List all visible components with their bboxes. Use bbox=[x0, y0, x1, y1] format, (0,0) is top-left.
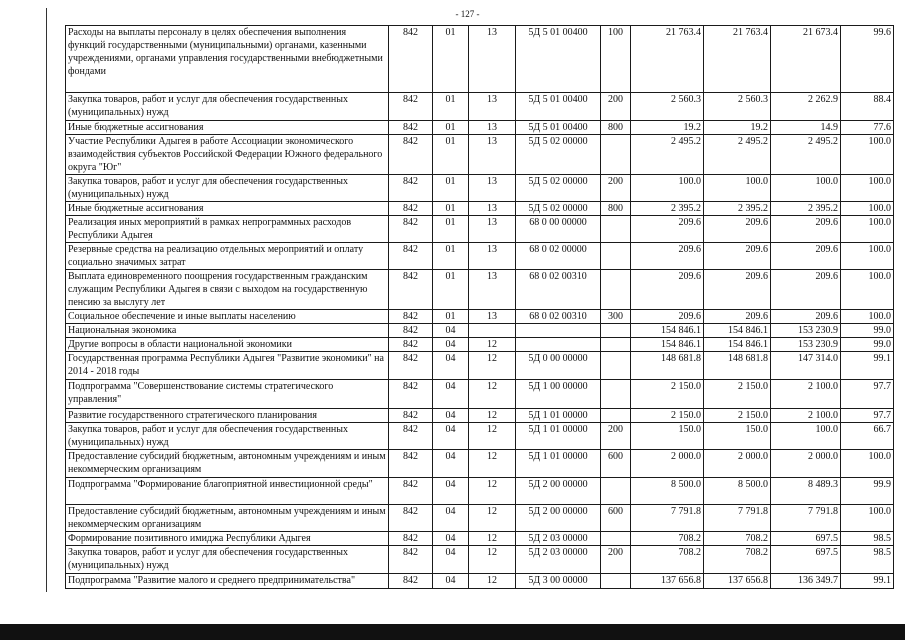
table-row bbox=[66, 216, 894, 243]
cell-sum-1: 154 846.1 bbox=[631, 338, 704, 352]
cell-target-article: 5Д 2 03 00000 bbox=[516, 546, 601, 574]
cell-admin-code: 842 bbox=[389, 574, 433, 589]
cell-sum-1: 154 846.1 bbox=[631, 324, 704, 338]
cell-admin-code: 842 bbox=[389, 243, 433, 270]
cell-section: 01 bbox=[433, 270, 469, 310]
cell-subsection: 12 bbox=[469, 423, 516, 450]
cell-sum-1: 2 150.0 bbox=[631, 409, 704, 423]
cell-target-article: 5Д 1 01 00000 bbox=[516, 423, 601, 450]
cell-percent: 97.7 bbox=[841, 409, 894, 423]
cell-name: Участие Республики Адыгея в работе Ассоциации экономического взаимодействия субъектов Российской Федерации Южного федерального округа "Юг" bbox=[66, 135, 389, 175]
cell-expense-type: 600 bbox=[601, 450, 631, 478]
cell-section: 04 bbox=[433, 338, 469, 352]
cell-percent: 100.0 bbox=[841, 216, 894, 243]
cell-subsection: 13 bbox=[469, 93, 516, 121]
cell-percent: 100.0 bbox=[841, 505, 894, 532]
cell-name: Подпрограмма "Совершенствование системы стратегического управления" bbox=[66, 380, 389, 409]
cell-admin-code: 842 bbox=[389, 532, 433, 546]
table-row bbox=[66, 450, 894, 478]
table-row bbox=[66, 135, 894, 175]
cell-sum-1: 209.6 bbox=[631, 270, 704, 310]
cell-sum-2: 19.2 bbox=[704, 121, 771, 135]
cell-admin-code: 842 bbox=[389, 310, 433, 324]
table-body bbox=[66, 26, 894, 589]
cell-target-article: 5Д 3 00 00000 bbox=[516, 574, 601, 589]
cell-subsection: 13 bbox=[469, 270, 516, 310]
cell-sum-2: 2 395.2 bbox=[704, 202, 771, 216]
cell-percent: 98.5 bbox=[841, 532, 894, 546]
cell-sum-3: 697.5 bbox=[771, 546, 841, 574]
cell-name: Национальная экономика bbox=[66, 324, 389, 338]
cell-sum-1: 209.6 bbox=[631, 216, 704, 243]
cell-percent: 99.0 bbox=[841, 338, 894, 352]
cell-name: Закупка товаров, работ и услуг для обеспечения государственных (муниципальных) нужд bbox=[66, 93, 389, 121]
cell-target-article: 5Д 5 01 00400 bbox=[516, 121, 601, 135]
cell-sum-3: 21 673.4 bbox=[771, 26, 841, 93]
cell-sum-2: 209.6 bbox=[704, 310, 771, 324]
cell-section: 04 bbox=[433, 352, 469, 380]
cell-name: Развитие государственного стратегического планирования bbox=[66, 409, 389, 423]
table-row bbox=[66, 380, 894, 409]
cell-section: 04 bbox=[433, 409, 469, 423]
table-row bbox=[66, 121, 894, 135]
cell-sum-3: 209.6 bbox=[771, 243, 841, 270]
cell-name: Формирование позитивного имиджа Республики Адыгея bbox=[66, 532, 389, 546]
cell-expense-type: 800 bbox=[601, 121, 631, 135]
cell-section: 04 bbox=[433, 546, 469, 574]
cell-subsection: 12 bbox=[469, 532, 516, 546]
cell-admin-code: 842 bbox=[389, 450, 433, 478]
cell-sum-1: 21 763.4 bbox=[631, 26, 704, 93]
cell-sum-2: 7 791.8 bbox=[704, 505, 771, 532]
cell-name: Расходы на выплаты персоналу в целях обеспечения выполнения функций государственными (муниципальными) органами, казенными учреждениями, органами управления государственными внебюджетными фондами bbox=[66, 26, 389, 93]
cell-section: 04 bbox=[433, 324, 469, 338]
cell-name: Социальное обеспечение и иные выплаты населению bbox=[66, 310, 389, 324]
table-row bbox=[66, 270, 894, 310]
cell-percent: 99.0 bbox=[841, 324, 894, 338]
cell-sum-2: 209.6 bbox=[704, 243, 771, 270]
table-row bbox=[66, 243, 894, 270]
cell-expense-type: 200 bbox=[601, 93, 631, 121]
cell-section: 04 bbox=[433, 423, 469, 450]
cell-target-article bbox=[516, 338, 601, 352]
table-row bbox=[66, 310, 894, 324]
cell-sum-1: 2 395.2 bbox=[631, 202, 704, 216]
table-row bbox=[66, 574, 894, 589]
cell-target-article: 5Д 1 00 00000 bbox=[516, 380, 601, 409]
cell-subsection: 12 bbox=[469, 478, 516, 505]
cell-sum-3: 2 100.0 bbox=[771, 380, 841, 409]
cell-sum-2: 209.6 bbox=[704, 216, 771, 243]
cell-name: Иные бюджетные ассигнования bbox=[66, 202, 389, 216]
cell-target-article: 5Д 5 02 00000 bbox=[516, 175, 601, 202]
cell-percent: 100.0 bbox=[841, 243, 894, 270]
table-row bbox=[66, 338, 894, 352]
table-row bbox=[66, 546, 894, 574]
cell-expense-type bbox=[601, 270, 631, 310]
cell-sum-2: 2 000.0 bbox=[704, 450, 771, 478]
cell-admin-code: 842 bbox=[389, 423, 433, 450]
cell-admin-code: 842 bbox=[389, 546, 433, 574]
cell-target-article: 5Д 5 01 00400 bbox=[516, 26, 601, 93]
cell-name: Реализация иных мероприятий в рамках непрограммных расходов Республики Адыгея bbox=[66, 216, 389, 243]
cell-sum-2: 148 681.8 bbox=[704, 352, 771, 380]
cell-name: Закупка товаров, работ и услуг для обеспечения государственных (муниципальных) нужд bbox=[66, 423, 389, 450]
cell-target-article bbox=[516, 324, 601, 338]
table-row bbox=[66, 505, 894, 532]
cell-sum-1: 19.2 bbox=[631, 121, 704, 135]
cell-percent: 98.5 bbox=[841, 546, 894, 574]
cell-target-article: 5Д 5 02 00000 bbox=[516, 135, 601, 175]
cell-target-article: 5Д 2 00 00000 bbox=[516, 505, 601, 532]
cell-expense-type bbox=[601, 243, 631, 270]
cell-sum-3: 2 100.0 bbox=[771, 409, 841, 423]
cell-admin-code: 842 bbox=[389, 270, 433, 310]
cell-sum-3: 14.9 bbox=[771, 121, 841, 135]
cell-target-article: 68 0 02 00310 bbox=[516, 310, 601, 324]
cell-admin-code: 842 bbox=[389, 202, 433, 216]
cell-section: 01 bbox=[433, 93, 469, 121]
cell-sum-3: 2 000.0 bbox=[771, 450, 841, 478]
cell-expense-type bbox=[601, 478, 631, 505]
cell-admin-code: 842 bbox=[389, 505, 433, 532]
cell-section: 04 bbox=[433, 450, 469, 478]
cell-percent: 100.0 bbox=[841, 310, 894, 324]
cell-expense-type bbox=[601, 324, 631, 338]
cell-percent: 99.6 bbox=[841, 26, 894, 93]
cell-sum-3: 209.6 bbox=[771, 310, 841, 324]
cell-sum-2: 21 763.4 bbox=[704, 26, 771, 93]
cell-expense-type: 800 bbox=[601, 202, 631, 216]
cell-sum-1: 8 500.0 bbox=[631, 478, 704, 505]
cell-sum-1: 2 150.0 bbox=[631, 380, 704, 409]
cell-sum-3: 153 230.9 bbox=[771, 324, 841, 338]
cell-admin-code: 842 bbox=[389, 338, 433, 352]
cell-sum-3: 100.0 bbox=[771, 175, 841, 202]
budget-table bbox=[65, 25, 894, 589]
cell-expense-type bbox=[601, 574, 631, 589]
cell-section: 01 bbox=[433, 26, 469, 93]
cell-percent: 88.4 bbox=[841, 93, 894, 121]
cell-section: 01 bbox=[433, 216, 469, 243]
cell-admin-code: 842 bbox=[389, 216, 433, 243]
cell-sum-1: 148 681.8 bbox=[631, 352, 704, 380]
cell-subsection: 12 bbox=[469, 380, 516, 409]
cell-sum-2: 708.2 bbox=[704, 546, 771, 574]
cell-admin-code: 842 bbox=[389, 380, 433, 409]
cell-admin-code: 842 bbox=[389, 93, 433, 121]
cell-subsection bbox=[469, 324, 516, 338]
cell-sum-2: 100.0 bbox=[704, 175, 771, 202]
cell-expense-type: 200 bbox=[601, 423, 631, 450]
cell-name: Предоставление субсидий бюджетным, автономным учреждениям и иным некоммерческим организациям bbox=[66, 505, 389, 532]
cell-section: 04 bbox=[433, 505, 469, 532]
cell-name: Государственная программа Республики Адыгея "Развитие экономики" на 2014 - 2018 годы bbox=[66, 352, 389, 380]
cell-sum-2: 2 495.2 bbox=[704, 135, 771, 175]
table-row bbox=[66, 409, 894, 423]
cell-expense-type bbox=[601, 532, 631, 546]
cell-name: Закупка товаров, работ и услуг для обеспечения государственных (муниципальных) нужд bbox=[66, 546, 389, 574]
cell-sum-1: 2 000.0 bbox=[631, 450, 704, 478]
cell-sum-1: 150.0 bbox=[631, 423, 704, 450]
cell-sum-3: 100.0 bbox=[771, 423, 841, 450]
cell-admin-code: 842 bbox=[389, 175, 433, 202]
cell-section: 04 bbox=[433, 380, 469, 409]
cell-sum-3: 153 230.9 bbox=[771, 338, 841, 352]
cell-expense-type bbox=[601, 409, 631, 423]
cell-expense-type bbox=[601, 135, 631, 175]
cell-sum-2: 209.6 bbox=[704, 270, 771, 310]
cell-sum-3: 209.6 bbox=[771, 216, 841, 243]
cell-name: Подпрограмма "Формирование благоприятной инвестиционной среды" bbox=[66, 478, 389, 505]
cell-subsection: 13 bbox=[469, 310, 516, 324]
cell-subsection: 12 bbox=[469, 546, 516, 574]
cell-target-article: 5Д 2 00 00000 bbox=[516, 478, 601, 505]
cell-subsection: 12 bbox=[469, 505, 516, 532]
cell-section: 01 bbox=[433, 121, 469, 135]
cell-percent: 99.9 bbox=[841, 478, 894, 505]
cell-admin-code: 842 bbox=[389, 352, 433, 380]
cell-section: 04 bbox=[433, 574, 469, 589]
cell-name: Предоставление субсидий бюджетным, автономным учреждениям и иным некоммерческим организациям bbox=[66, 450, 389, 478]
cell-subsection: 13 bbox=[469, 121, 516, 135]
table-row bbox=[66, 532, 894, 546]
cell-sum-3: 2 495.2 bbox=[771, 135, 841, 175]
cell-section: 01 bbox=[433, 135, 469, 175]
cell-subsection: 12 bbox=[469, 352, 516, 380]
table-row bbox=[66, 26, 894, 93]
cell-sum-3: 209.6 bbox=[771, 270, 841, 310]
cell-subsection: 13 bbox=[469, 243, 516, 270]
cell-percent: 100.0 bbox=[841, 135, 894, 175]
cell-target-article: 5Д 1 01 00000 bbox=[516, 450, 601, 478]
cell-percent: 100.0 bbox=[841, 270, 894, 310]
cell-target-article: 68 0 02 00310 bbox=[516, 270, 601, 310]
cell-admin-code: 842 bbox=[389, 478, 433, 505]
cell-sum-1: 100.0 bbox=[631, 175, 704, 202]
table-row bbox=[66, 324, 894, 338]
cell-sum-3: 136 349.7 bbox=[771, 574, 841, 589]
cell-target-article: 5Д 2 03 00000 bbox=[516, 532, 601, 546]
cell-section: 01 bbox=[433, 310, 469, 324]
cell-percent: 97.7 bbox=[841, 380, 894, 409]
scan-edge-line bbox=[46, 8, 47, 592]
cell-admin-code: 842 bbox=[389, 26, 433, 93]
cell-target-article: 68 0 00 00000 bbox=[516, 216, 601, 243]
cell-sum-1: 2 495.2 bbox=[631, 135, 704, 175]
cell-target-article: 5Д 0 00 00000 bbox=[516, 352, 601, 380]
cell-sum-1: 209.6 bbox=[631, 243, 704, 270]
cell-expense-type bbox=[601, 380, 631, 409]
cell-section: 01 bbox=[433, 243, 469, 270]
cell-sum-1: 2 560.3 bbox=[631, 93, 704, 121]
cell-subsection: 12 bbox=[469, 450, 516, 478]
cell-sum-1: 7 791.8 bbox=[631, 505, 704, 532]
cell-expense-type: 300 bbox=[601, 310, 631, 324]
cell-target-article: 5Д 5 02 00000 bbox=[516, 202, 601, 216]
cell-sum-2: 150.0 bbox=[704, 423, 771, 450]
cell-expense-type: 600 bbox=[601, 505, 631, 532]
cell-sum-2: 2 150.0 bbox=[704, 409, 771, 423]
cell-sum-3: 2 395.2 bbox=[771, 202, 841, 216]
cell-sum-3: 147 314.0 bbox=[771, 352, 841, 380]
cell-expense-type bbox=[601, 338, 631, 352]
cell-sum-3: 2 262.9 bbox=[771, 93, 841, 121]
cell-subsection: 12 bbox=[469, 574, 516, 589]
cell-admin-code: 842 bbox=[389, 409, 433, 423]
cell-expense-type: 200 bbox=[601, 546, 631, 574]
cell-subsection: 13 bbox=[469, 202, 516, 216]
table-row bbox=[66, 352, 894, 380]
cell-expense-type: 200 bbox=[601, 175, 631, 202]
cell-sum-2: 8 500.0 bbox=[704, 478, 771, 505]
cell-sum-2: 137 656.8 bbox=[704, 574, 771, 589]
cell-subsection: 12 bbox=[469, 338, 516, 352]
cell-expense-type bbox=[601, 216, 631, 243]
cell-admin-code: 842 bbox=[389, 121, 433, 135]
cell-section: 04 bbox=[433, 532, 469, 546]
cell-admin-code: 842 bbox=[389, 324, 433, 338]
cell-sum-3: 697.5 bbox=[771, 532, 841, 546]
cell-expense-type: 100 bbox=[601, 26, 631, 93]
table-row bbox=[66, 423, 894, 450]
cell-section: 04 bbox=[433, 478, 469, 505]
cell-name: Выплата единовременного поощрения государственным гражданским служащим Республики Адыгея в связи с выходом на государственную пенсию за выслугу лет bbox=[66, 270, 389, 310]
cell-sum-1: 708.2 bbox=[631, 546, 704, 574]
cell-name: Другие вопросы в области национальной экономики bbox=[66, 338, 389, 352]
table-row bbox=[66, 202, 894, 216]
cell-admin-code: 842 bbox=[389, 135, 433, 175]
cell-sum-1: 137 656.8 bbox=[631, 574, 704, 589]
cell-subsection: 13 bbox=[469, 26, 516, 93]
table-row bbox=[66, 175, 894, 202]
table-row bbox=[66, 93, 894, 121]
cell-target-article: 68 0 02 00000 bbox=[516, 243, 601, 270]
cell-sum-2: 154 846.1 bbox=[704, 338, 771, 352]
cell-percent: 99.1 bbox=[841, 352, 894, 380]
cell-name: Резервные средства на реализацию отдельных мероприятий и оплату социально значимых затрат bbox=[66, 243, 389, 270]
cell-name: Иные бюджетные ассигнования bbox=[66, 121, 389, 135]
cell-sum-1: 209.6 bbox=[631, 310, 704, 324]
cell-subsection: 12 bbox=[469, 409, 516, 423]
cell-percent: 100.0 bbox=[841, 175, 894, 202]
cell-percent: 100.0 bbox=[841, 202, 894, 216]
cell-sum-2: 2 150.0 bbox=[704, 380, 771, 409]
cell-percent: 77.6 bbox=[841, 121, 894, 135]
cell-target-article: 5Д 1 01 00000 bbox=[516, 409, 601, 423]
cell-sum-2: 154 846.1 bbox=[704, 324, 771, 338]
scan-bottom-bar bbox=[0, 624, 905, 640]
cell-subsection: 13 bbox=[469, 135, 516, 175]
cell-sum-2: 708.2 bbox=[704, 532, 771, 546]
cell-target-article: 5Д 5 01 00400 bbox=[516, 93, 601, 121]
cell-subsection: 13 bbox=[469, 216, 516, 243]
cell-name: Подпрограмма "Развитие малого и среднего предпринимательства" bbox=[66, 574, 389, 589]
cell-sum-2: 2 560.3 bbox=[704, 93, 771, 121]
cell-percent: 99.1 bbox=[841, 574, 894, 589]
cell-subsection: 13 bbox=[469, 175, 516, 202]
table-row bbox=[66, 478, 894, 505]
cell-sum-1: 708.2 bbox=[631, 532, 704, 546]
cell-sum-3: 8 489.3 bbox=[771, 478, 841, 505]
cell-sum-3: 7 791.8 bbox=[771, 505, 841, 532]
cell-name: Закупка товаров, работ и услуг для обеспечения государственных (муниципальных) нужд bbox=[66, 175, 389, 202]
cell-expense-type bbox=[601, 352, 631, 380]
cell-percent: 66.7 bbox=[841, 423, 894, 450]
cell-percent: 100.0 bbox=[841, 450, 894, 478]
cell-section: 01 bbox=[433, 175, 469, 202]
cell-section: 01 bbox=[433, 202, 469, 216]
page-number: - 127 - bbox=[455, 9, 480, 19]
